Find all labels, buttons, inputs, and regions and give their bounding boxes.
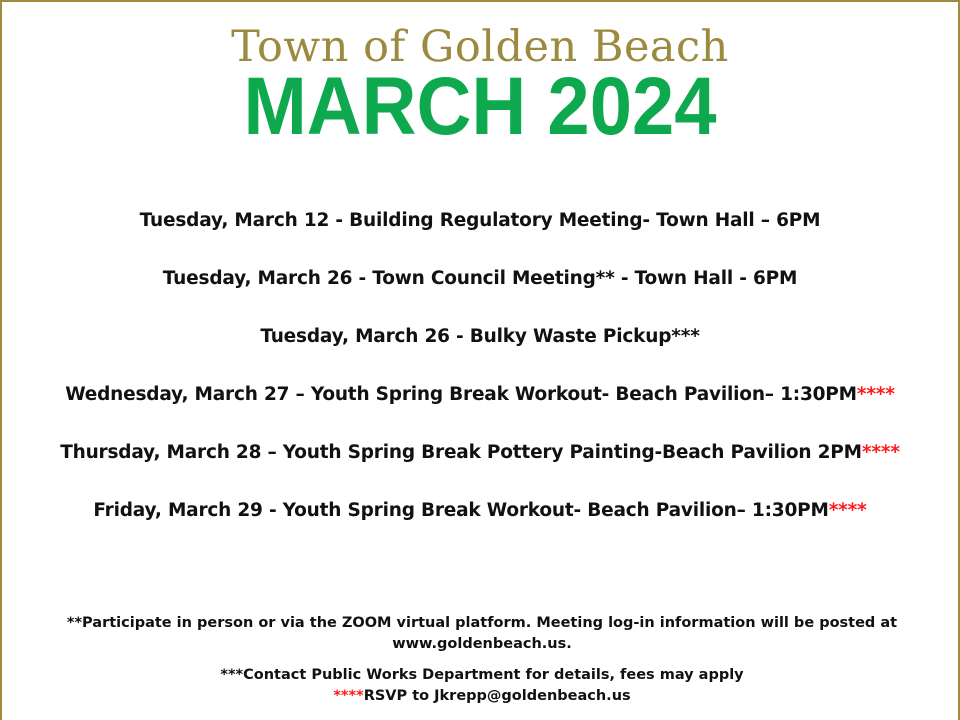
- event-item: [2, 323, 958, 381]
- event-item: [2, 265, 958, 323]
- footnotes: [42, 613, 922, 707]
- event-text: Tuesday, March 12 - Building Regulatory Meeting- Town Hall – 6PM: [139, 210, 821, 231]
- event-marker: ****: [861, 442, 900, 463]
- event-item: [2, 439, 958, 497]
- event-item: [2, 207, 958, 265]
- public-works-note: ***Contact Public Works Department for details, fees may apply: [220, 667, 744, 683]
- event-list: [2, 207, 958, 555]
- rsvp-note: [42, 686, 922, 707]
- event-text: Friday, March 29 - Youth Spring Break Workout- Beach Pavilion– 1:30PM: [93, 500, 829, 521]
- rsvp-marker: ****: [333, 688, 364, 704]
- event-marker: ****: [828, 500, 867, 521]
- event-text: Tuesday, March 26 - Town Council Meeting** - Town Hall - 6PM: [162, 268, 798, 289]
- event-item: [2, 497, 958, 555]
- rsvp-text: RSVP to Jkrepp@goldenbeach.us: [363, 688, 631, 704]
- event-text: Wednesday, March 27 – Youth Spring Break Workout- Beach Pavilion– 1:30PM: [65, 384, 857, 405]
- zoom-note: **Participate in person or via the ZOOM virtual platform. Meeting log-in information will be posted at www.goldenbeach.us.: [66, 615, 898, 652]
- event-item: [2, 381, 958, 439]
- event-marker: ****: [856, 384, 895, 405]
- event-text: Tuesday, March 26 - Bulky Waste Pickup***: [260, 326, 700, 347]
- event-text: Thursday, March 28 – Youth Spring Break Pottery Painting-Beach Pavilion 2PM: [60, 442, 862, 463]
- town-title: Town of Golden Beach: [231, 22, 729, 72]
- month-title: MARCH 2024: [243, 60, 717, 153]
